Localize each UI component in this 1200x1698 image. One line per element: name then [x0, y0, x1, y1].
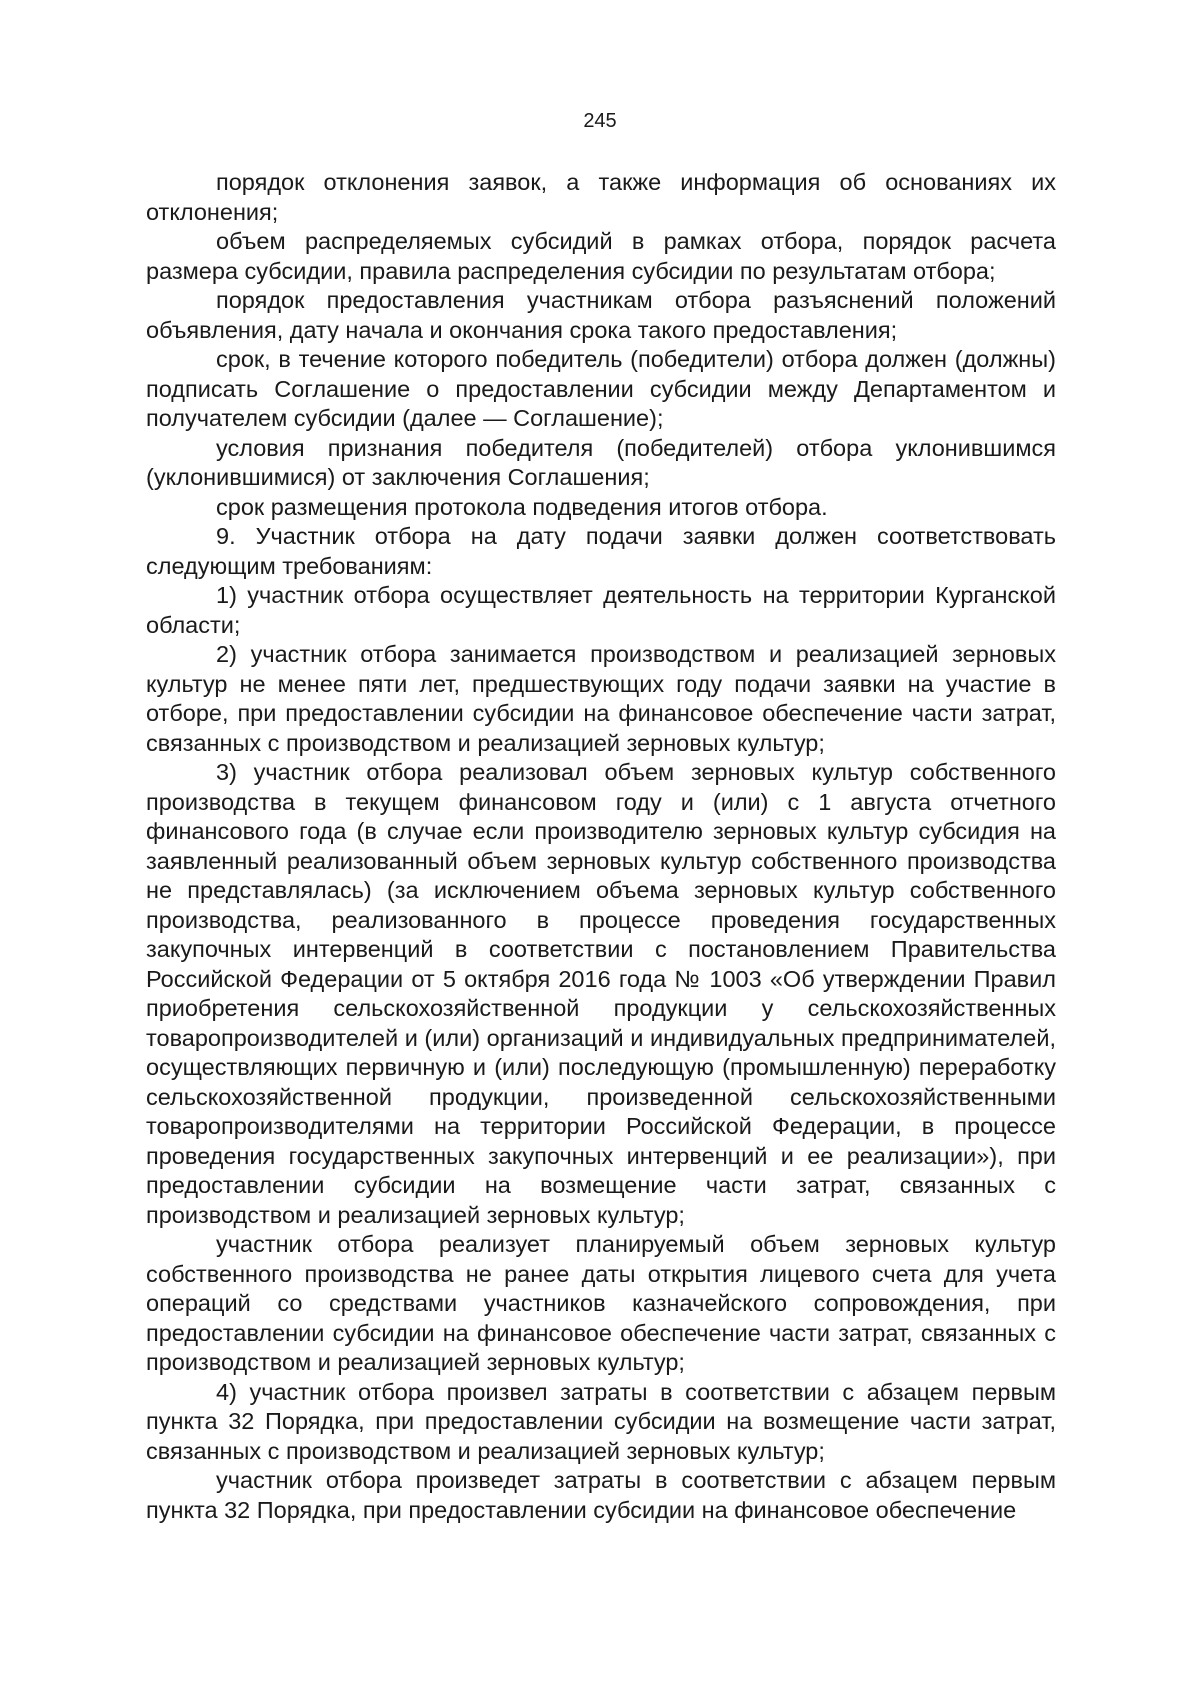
paragraph-protocol-placement: срок размещения протокола подведения итогов отбора. — [216, 493, 828, 520]
paragraph-requirement-1: 1) участник отбора осуществляет деятельность на территории Курганской области; — [146, 582, 1056, 638]
paragraph-requirement-3: 3) участник отбора реализовал объем зерновых культур собственного производства в текущем финансовом году и (или) с 1 августа отчетного финансового года (в случае если производителю зерновых культур субсидия на заявленный реализованный объем зерновых культур собственного производства не представлялась) (за исключением объема зерновых культур собственного производства, реализованного в процессе проведения государственных закупочных интервенций в соответствии с постановлением Правительства Российской Федерации от 5 октября 2016 года № 1003 «Об утверждении Правил приобретения сельскохозяйственной продукции у сельскохозяйственных товаропроизводителей и (или) организаций и индивидуальных предпринимателей, осуществляющих первичную и (или) последующую (промышленную) переработку сельскохозяйственной продукции, произведенной сельскохозяйственными товаропроизводителями на территории Российской Федерации, в процессе проведения государственных закупочных интервенций и ее реализации»), при предоставлении субсидии на возмещение части затрат, связанных с производством и реализацией зерновых культур; — [146, 759, 1056, 1228]
paragraph-subsidy-volume: объем распределяемых субсидий в рамках отбора, порядок расчета размера субсидии, правила распределения субсидии по результатам отбора; — [146, 228, 1056, 284]
paragraph-evasion-conditions: условия признания победителя (победителей) отбора уклонившимся (уклонившимися) от заключения Соглашения; — [146, 434, 1056, 490]
paragraph-agreement-term: срок, в течение которого победитель (победители) отбора должен (должны) подписать Соглашение о предоставлении субсидии между Департаментом и получателем субсидии (далее — Соглашение); — [146, 346, 1056, 431]
paragraph-requirement-4: 4) участник отбора произвел затраты в соответствии с абзацем первым пункта 32 Порядка, при предоставлении субсидии на возмещение части затрат, связанных с производством и реализацией зерновых культур; — [146, 1378, 1056, 1464]
document-body — [146, 168, 1056, 1525]
paragraph-clarification-procedure: порядок предоставления участникам отбора разъяснений положений объявления, дату начала и окончания срока такого предоставления; — [146, 287, 1056, 343]
paragraph-requirement-2: 2) участник отбора занимается производством и реализацией зерновых культур не менее пяти лет, предшествующих году подачи заявки на участие в отборе, при предоставлении субсидии на финансовое обеспечение части затрат, связанных с производством и реализацией зерновых культур; — [146, 641, 1056, 756]
paragraph-requirement-4-financing: участник отбора произведет затраты в соответствии с абзацем первым пункта 32 Порядка, при предоставлении субсидии на финансовое обеспечение — [146, 1467, 1056, 1523]
paragraph-rejection-procedure: порядок отклонения заявок, а также информация об основаниях их отклонения; — [146, 169, 1056, 225]
paragraph-requirement-3-financing: участник отбора реализует планируемый объем зерновых культур собственного производства не ранее даты открытия лицевого счета для учета операций со средствами участников казначейского сопровождения, при предоставлении субсидии на финансовое обеспечение части затрат, связанных с производством и реализацией зерновых культур; — [146, 1231, 1056, 1375]
paragraph-item-9: 9. Участник отбора на дату подачи заявки должен соответствовать следующим требованиям: — [146, 523, 1056, 579]
page-number: 245 — [583, 110, 617, 132]
